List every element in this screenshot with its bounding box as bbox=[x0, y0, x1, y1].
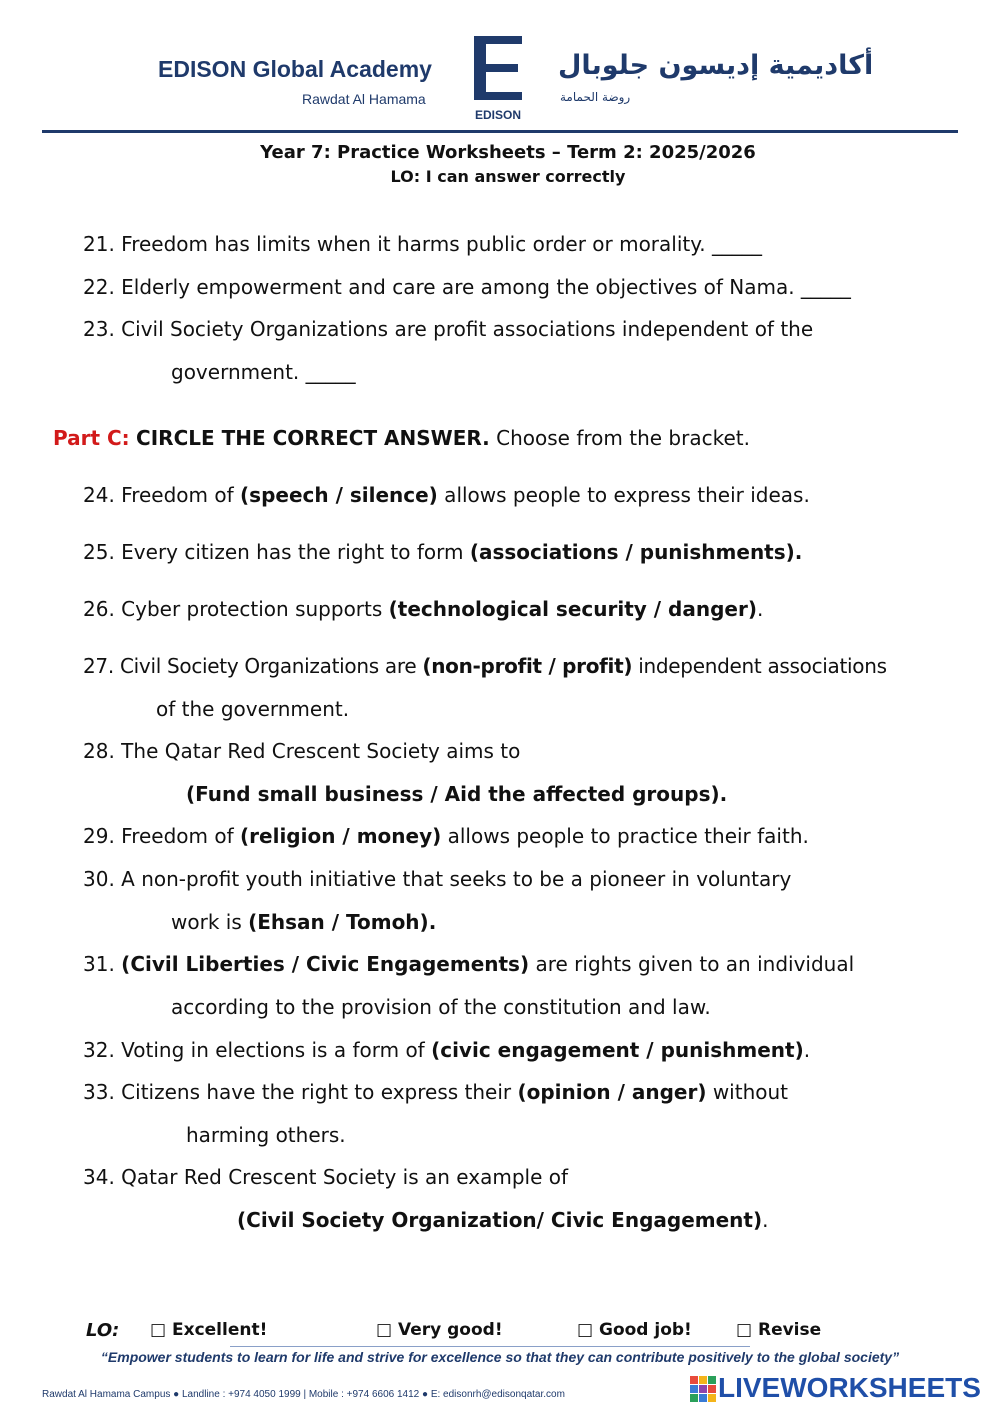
question-text: Elderly empowerment and care are among the objectives of Nama. _____ bbox=[121, 275, 851, 299]
answer-choice[interactable]: (religion / money) bbox=[240, 824, 442, 848]
rating-revise[interactable]: □ Revise bbox=[736, 1320, 822, 1340]
brand-campus-ar: روضة الحمامة bbox=[560, 90, 631, 104]
edison-logo bbox=[474, 36, 522, 122]
brand-name-ar: أكاديمية إديسون جلوبال bbox=[558, 50, 874, 81]
question-30-continuation: work is (Ehsan / Tomoh). bbox=[171, 910, 437, 934]
question-24: 24. Freedom of (speech / silence) allows people to express their ideas. bbox=[83, 483, 810, 507]
question-30: 30. A non-profit youth initiative that seeks to be a pioneer in voluntary bbox=[83, 867, 792, 891]
question-26: 26. Cyber protection supports (technological security / danger). bbox=[83, 597, 764, 621]
question-28-choices[interactable] bbox=[186, 782, 727, 806]
lo-label: LO: bbox=[86, 1320, 120, 1341]
question-number: 23. bbox=[83, 317, 115, 341]
answer-choice: (Civil Society Organization/ Civic Engagement) bbox=[237, 1208, 763, 1232]
question-23 bbox=[83, 317, 813, 341]
checkbox-icon: □ bbox=[376, 1320, 393, 1340]
question-21 bbox=[83, 232, 762, 256]
answer-choice[interactable]: (civic engagement / punishment) bbox=[431, 1038, 804, 1062]
question-33-continuation: harming others. bbox=[186, 1123, 346, 1147]
question-number: 21. bbox=[83, 232, 115, 256]
liveworksheets-logo-icon bbox=[690, 1376, 716, 1402]
worksheet-title: Year 7: Practice Worksheets – Term 2: 2025/2026 bbox=[260, 142, 756, 163]
rating-excellent[interactable]: □ Excellent! bbox=[150, 1320, 268, 1340]
contact-info: Rawdat Al Hamama Campus ● Landline : +974 4050 1999 | Mobile : +974 6606 1412 ● E: edisonrh@edisonqatar.com bbox=[42, 1389, 565, 1400]
answer-choice[interactable]: (technological security / danger) bbox=[388, 597, 757, 621]
brand-campus-en: Rawdat Al Hamama bbox=[302, 91, 426, 107]
answer-choice[interactable]: (Ehsan / Tomoh). bbox=[248, 910, 437, 934]
rating-very-good[interactable]: □ Very good! bbox=[376, 1320, 503, 1340]
answer-choice[interactable]: (associations / punishments). bbox=[469, 540, 803, 564]
question-22 bbox=[83, 275, 851, 299]
checkbox-icon: □ bbox=[150, 1320, 167, 1340]
brand-name-en: EDISON Global Academy bbox=[158, 56, 432, 82]
rating-good-job[interactable]: □ Good job! bbox=[577, 1320, 692, 1340]
question-25: 25. Every citizen has the right to form (associations / punishments). bbox=[83, 540, 803, 564]
question-27-continuation: of the government. bbox=[156, 697, 350, 721]
footer-decorative-line bbox=[230, 1346, 750, 1347]
part-c-title: CIRCLE THE CORRECT ANSWER. bbox=[136, 426, 490, 450]
question-23-continuation: government. _____ bbox=[171, 360, 356, 384]
question-28: 28. The Qatar Red Crescent Society aims to bbox=[83, 739, 521, 763]
part-c-heading bbox=[53, 426, 750, 450]
question-31-continuation: according to the provision of the constitution and law. bbox=[171, 995, 711, 1019]
header-divider bbox=[42, 130, 958, 133]
liveworksheets-watermark[interactable]: LIVEWORKSHEETS bbox=[718, 1372, 981, 1403]
question-text: Civil Society Organizations are profit associations independent of the bbox=[121, 317, 814, 341]
question-text: Freedom has limits when it harms public order or morality. _____ bbox=[121, 232, 762, 256]
question-33: 33. Citizens have the right to express their (opinion / anger) without bbox=[83, 1080, 789, 1104]
school-motto: “Empower students to learn for life and strive for excellence so that they can contribute positively to the global society” bbox=[100, 1349, 900, 1365]
question-29: 29. Freedom of (religion / money) allows people to practice their faith. bbox=[83, 824, 809, 848]
question-27: 27. Civil Society Organizations are (non-profit / profit) independent associations bbox=[83, 654, 887, 678]
question-34-choices[interactable]: (Civil Society Organization/ Civic Engagement). bbox=[237, 1208, 769, 1232]
answer-choice: (Fund small business / Aid the affected groups). bbox=[186, 782, 728, 806]
checkbox-icon: □ bbox=[736, 1320, 753, 1340]
part-c-label: Part C: bbox=[53, 426, 130, 450]
checkbox-icon: □ bbox=[577, 1320, 594, 1340]
answer-choice[interactable]: (non-profit / profit) bbox=[422, 654, 633, 678]
logo-text: EDISON bbox=[474, 108, 522, 122]
answer-choice[interactable]: (speech / silence) bbox=[240, 483, 438, 507]
learning-objective: LO: I can answer correctly bbox=[390, 167, 626, 186]
question-34: 34. Qatar Red Crescent Society is an example of bbox=[83, 1165, 569, 1189]
question-32: 32. Voting in elections is a form of (civic engagement / punishment). bbox=[83, 1038, 811, 1062]
answer-choice[interactable]: (Civil Liberties / Civic Engagements) bbox=[121, 952, 530, 976]
question-number: 22. bbox=[83, 275, 115, 299]
answer-choice[interactable]: (opinion / anger) bbox=[517, 1080, 707, 1104]
part-c-instruction: Choose from the bracket. bbox=[496, 426, 750, 450]
question-31: 31. (Civil Liberties / Civic Engagements) are rights given to an individual bbox=[83, 952, 855, 976]
